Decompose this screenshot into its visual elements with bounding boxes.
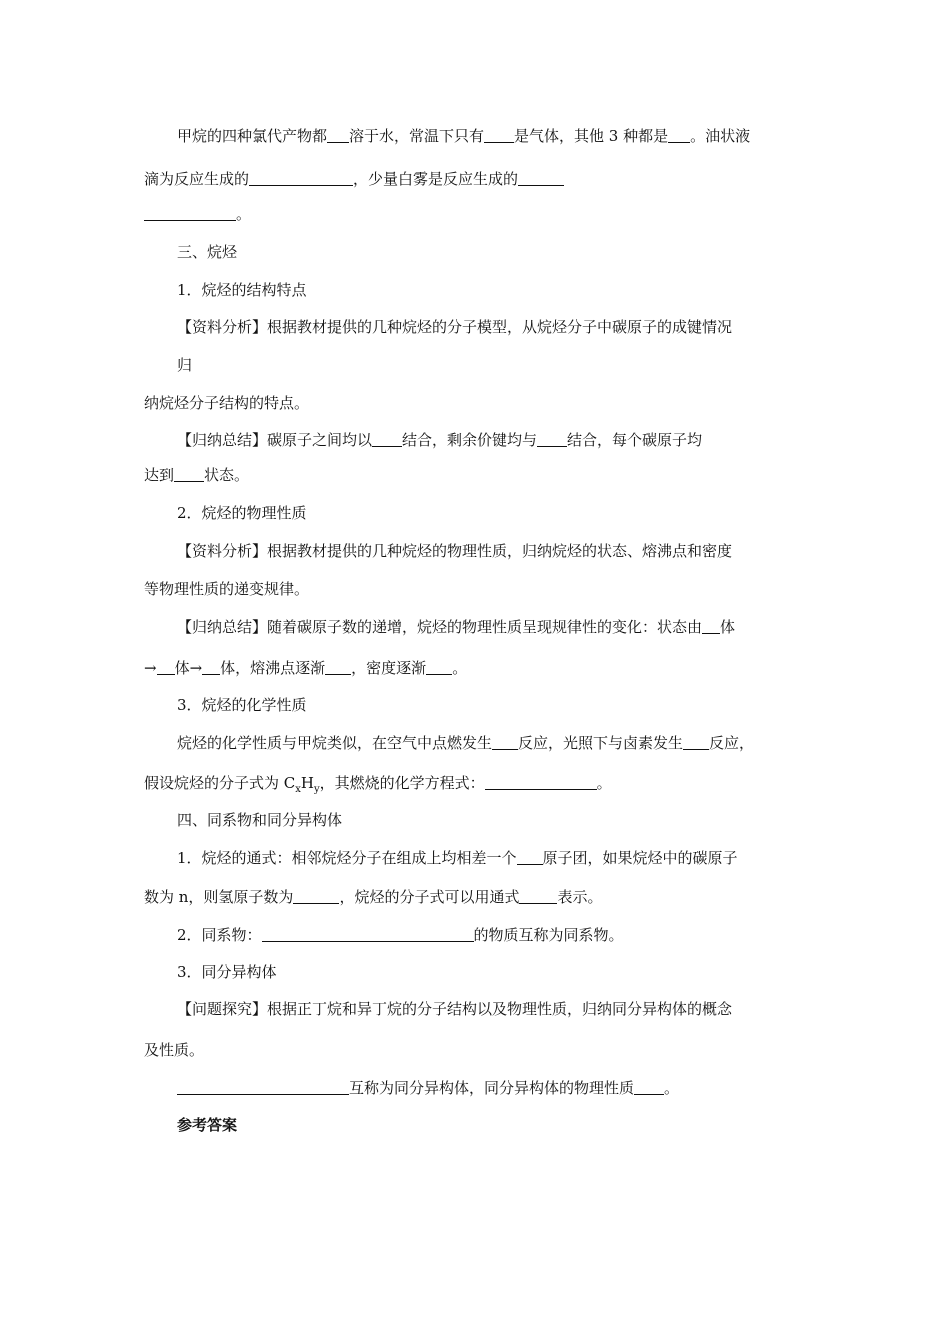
paragraph-line: 1．烷烃的通式：相邻烷烃分子在组成上均相差一个 原子团，如果烷烃中的碳原子 xyxy=(177,849,738,867)
subsection-heading: 3．烷烃的化学性质 xyxy=(177,696,307,714)
blank[interactable] xyxy=(668,128,690,143)
subsection-heading: 1．烷烃的结构特点 xyxy=(177,281,307,299)
paragraph-line: 归 xyxy=(177,356,193,374)
paragraph-line: 甲烷的四种氯代产物都 溶于水，常温下只有 是气体，其他 3 种都是 。油状液 xyxy=(177,127,751,145)
blank[interactable] xyxy=(492,735,518,750)
blank[interactable] xyxy=(262,927,474,942)
paragraph-line: 【问题探究】根据正丁烷和异丁烷的分子结构以及物理性质，归纳同分异构体的概念 xyxy=(177,1000,733,1018)
subsection-heading: 2．烷烃的物理性质 xyxy=(177,504,307,522)
blank[interactable] xyxy=(157,660,175,675)
blank[interactable] xyxy=(634,1080,664,1095)
blank[interactable] xyxy=(484,128,514,143)
paragraph-line: 等物理性质的递变规律。 xyxy=(144,580,310,598)
paragraph-line: 2．同系物： 的物质互称为同系物。 xyxy=(177,926,624,944)
paragraph-line: 滴为反应生成的 ，少量白雾是反应生成的 xyxy=(144,169,564,189)
blank[interactable] xyxy=(517,850,543,865)
blank[interactable] xyxy=(485,775,597,790)
blank[interactable] xyxy=(327,128,349,143)
subsection-heading: 3．同分异构体 xyxy=(177,963,277,981)
blank[interactable] xyxy=(144,206,236,221)
blank[interactable] xyxy=(293,889,339,904)
paragraph-line: 【资料分析】根据教材提供的几种烷烃的物理性质，归纳烷烃的状态、熔沸点和密度 xyxy=(177,542,733,560)
blank[interactable] xyxy=(702,619,720,634)
blank[interactable] xyxy=(174,467,204,482)
paragraph-line: 达到 状态。 xyxy=(144,466,250,484)
blank[interactable] xyxy=(683,735,709,750)
blank[interactable] xyxy=(372,432,402,447)
paragraph-line: 及性质。 xyxy=(144,1041,205,1059)
paragraph-line: 纳烷烃分子结构的特点。 xyxy=(144,394,310,412)
paragraph-line: 【归纳总结】随着碳原子数的递增，烷烃的物理性质呈现规律性的变化：状态由 体 xyxy=(177,618,736,636)
blank[interactable] xyxy=(325,660,351,675)
paragraph-line: 互称为同分异构体，同分异构体的物理性质 。 xyxy=(177,1078,679,1098)
section-heading: 四、同系物和同分异构体 xyxy=(177,811,343,829)
paragraph-line: 数为 n，则氢原子数为 ，烷烃的分子式可以用通式 表示。 xyxy=(144,888,603,906)
paragraph-line: → 体→ 体，熔沸点逐渐 ，密度逐渐 。 xyxy=(144,659,468,677)
section-heading: 三、烷烃 xyxy=(177,243,238,261)
paragraph-line: 【资料分析】根据教材提供的几种烷烃的分子模型，从烷烃分子中碳原子的成键情况 xyxy=(177,318,733,336)
blank[interactable] xyxy=(537,432,567,447)
blank[interactable] xyxy=(519,889,557,904)
blank[interactable] xyxy=(518,171,564,186)
paragraph-line: 【归纳总结】碳原子之间均以 结合，剩余价键均与 结合，每个碳原子均 xyxy=(177,431,703,449)
paragraph-line: 烷烃的化学性质与甲烷类似，在空气中点燃发生 反应，光照下与卤素发生 反应， xyxy=(177,734,755,752)
blank[interactable] xyxy=(202,660,220,675)
blank[interactable] xyxy=(426,660,452,675)
paragraph-line: 。 xyxy=(144,204,251,224)
answer-heading: 参考答案 xyxy=(177,1116,238,1134)
blank[interactable] xyxy=(249,171,353,186)
paragraph-line: 假设烷烃的分子式为 $C_xH_y$，其燃烧的化学方程式： 。 xyxy=(144,774,612,795)
blank[interactable] xyxy=(177,1080,349,1095)
